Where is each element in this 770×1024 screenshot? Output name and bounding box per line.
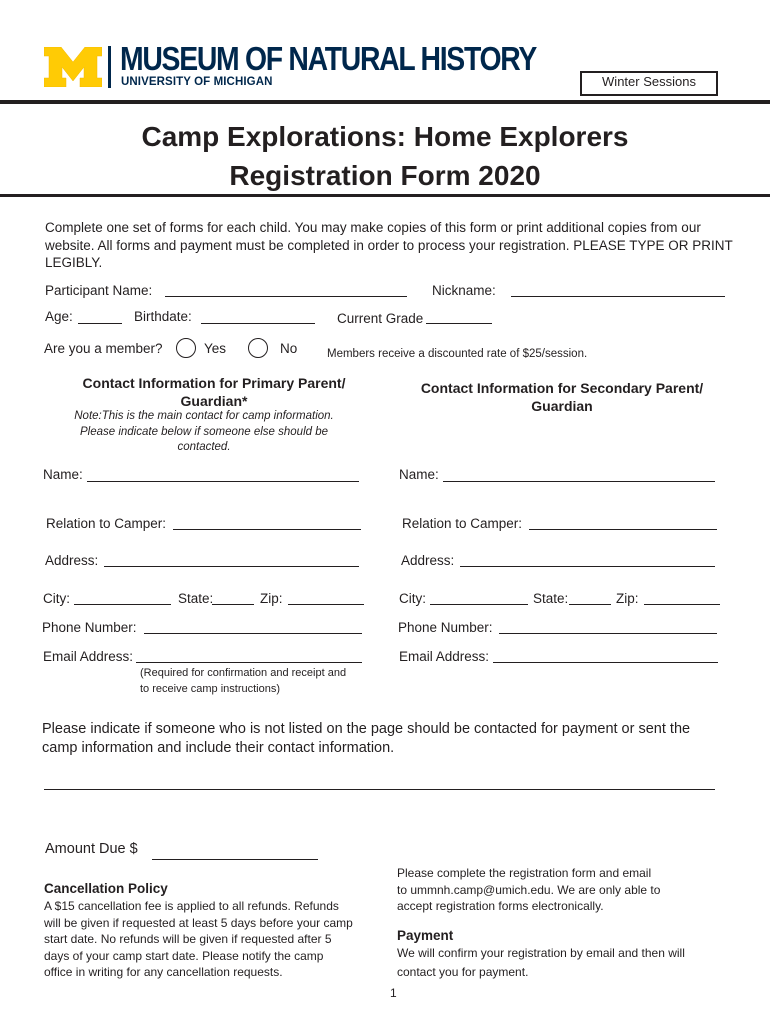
member-no-radio[interactable] xyxy=(248,338,268,358)
secondary-state-label: State: xyxy=(533,591,569,606)
cancellation-line-5: office in writing for any cancellation requests. xyxy=(44,965,283,979)
other-contact-line-1: Please indicate if someone who is not listed on the page should be contacted for payment or sent the xyxy=(42,721,691,737)
secondary-phone-label: Phone Number: xyxy=(398,620,493,635)
primary-note-line-3: contacted. xyxy=(177,441,231,453)
logo-divider xyxy=(108,46,111,88)
primary-state-label: State: xyxy=(178,591,214,606)
logo-title: MUSEUM OF NATURAL HISTORY xyxy=(120,40,537,77)
primary-name-field[interactable] xyxy=(87,481,359,482)
primary-email-field[interactable] xyxy=(136,662,362,663)
cancellation-policy-text xyxy=(44,898,384,981)
participant-name-field[interactable] xyxy=(165,296,407,297)
header-rule xyxy=(0,100,770,104)
secondary-state-field[interactable] xyxy=(569,604,611,605)
payment-line-1: We will confirm your registration by email and then will xyxy=(397,946,685,960)
payment-heading: Payment xyxy=(397,928,454,943)
submission-line-1: Please complete the registration form and email xyxy=(397,866,652,880)
primary-relation-field[interactable] xyxy=(173,529,361,530)
primary-email-note xyxy=(140,666,346,697)
cancellation-line-4: days of your camp start date. Please notify the camp xyxy=(44,948,324,963)
participant-name-label: Participant Name: xyxy=(45,283,153,298)
cancellation-line-2: will be given if requested at least 5 days before your camp xyxy=(44,915,353,930)
member-yes-label: Yes xyxy=(204,341,227,356)
primary-note-line-2: Please indicate below if someone else should be xyxy=(79,425,329,438)
current-grade-label: Current Grade xyxy=(337,311,424,326)
primary-contact-heading xyxy=(44,374,384,410)
cancellation-policy-heading: Cancellation Policy xyxy=(44,881,168,896)
primary-address-label: Address: xyxy=(45,553,99,568)
primary-heading-line-1: Contact Information for Primary Parent/ xyxy=(82,375,346,391)
secondary-zip-label: Zip: xyxy=(616,591,639,606)
payment-line-2: contact you for payment. xyxy=(397,965,529,979)
primary-note-line-1: Note:This is the main contact for camp information. xyxy=(74,410,334,422)
primary-city-label: City: xyxy=(43,591,70,606)
secondary-address-label: Address: xyxy=(401,553,455,568)
primary-contact-note xyxy=(44,409,364,456)
secondary-relation-label: Relation to Camper: xyxy=(402,516,523,531)
secondary-heading-line-2: Guardian xyxy=(531,398,593,414)
birthdate-label: Birthdate: xyxy=(134,309,192,324)
session-badge: Winter Sessions xyxy=(580,71,718,96)
secondary-address-field[interactable] xyxy=(460,566,715,567)
cancellation-line-1: A $15 cancellation fee is applied to all refunds. Refunds xyxy=(44,899,339,913)
member-question: Are you a member? xyxy=(44,341,163,356)
secondary-relation-field[interactable] xyxy=(529,529,717,530)
submission-line-3: accept registration forms electronically. xyxy=(397,899,604,913)
primary-name-label: Name: xyxy=(43,467,83,482)
university-of-michigan-block-m-logo xyxy=(44,47,102,87)
primary-state-field[interactable] xyxy=(212,604,254,605)
member-no-label: No xyxy=(280,341,298,356)
page-number: 1 xyxy=(390,986,397,1000)
primary-phone-field[interactable] xyxy=(144,633,362,634)
secondary-email-label: Email Address: xyxy=(399,649,490,664)
secondary-city-label: City: xyxy=(399,591,426,606)
intro-text: Complete one set of forms for each child. You may make copies of this form or print additional copies from our website. All forms and payment must be completed in order to process your registration. PLEASE TYPE OR PRINT LEGIBLY. xyxy=(45,220,733,270)
primary-email-note-line-1: (Required for confirmation and receipt and xyxy=(140,667,347,679)
submission-line-2: to ummnh.camp@umich.edu. We are only able to xyxy=(397,882,661,897)
birthdate-field[interactable] xyxy=(201,323,315,324)
form-title xyxy=(0,117,770,195)
current-grade-field[interactable] xyxy=(426,323,492,324)
age-field[interactable] xyxy=(78,323,122,324)
secondary-name-field[interactable] xyxy=(443,481,715,482)
nickname-field[interactable] xyxy=(511,296,725,297)
nickname-label: Nickname: xyxy=(432,283,496,298)
other-contact-line-2: camp information and include their contact information. xyxy=(42,740,395,756)
other-contact-instructions xyxy=(42,720,742,758)
primary-relation-label: Relation to Camper: xyxy=(46,516,167,531)
secondary-city-field[interactable] xyxy=(430,604,528,605)
cancellation-line-3: start date. No refunds will be given if requested after 5 xyxy=(44,932,332,946)
payment-text xyxy=(397,944,727,982)
primary-address-field[interactable] xyxy=(104,566,359,567)
submission-instructions xyxy=(397,865,727,915)
title-rule xyxy=(0,194,770,197)
age-label: Age: xyxy=(45,309,73,324)
primary-zip-field[interactable] xyxy=(288,604,364,605)
primary-city-field[interactable] xyxy=(74,604,171,605)
secondary-phone-field[interactable] xyxy=(499,633,717,634)
amount-due-label: Amount Due $ xyxy=(45,841,138,857)
primary-zip-label: Zip: xyxy=(260,591,283,606)
secondary-heading-line-1: Contact Information for Secondary Parent/ xyxy=(420,380,704,396)
secondary-contact-heading xyxy=(392,379,732,415)
secondary-name-label: Name: xyxy=(399,467,439,482)
amount-due-field[interactable] xyxy=(152,859,318,860)
primary-email-label: Email Address: xyxy=(43,649,134,664)
primary-email-note-line-2: to receive camp instructions) xyxy=(140,682,280,695)
primary-phone-label: Phone Number: xyxy=(42,620,137,635)
form-title-line-1: Camp Explorations: Home Explorers xyxy=(141,121,629,152)
member-discount-note: Members receive a discounted rate of $25/session. xyxy=(327,348,588,360)
member-yes-radio[interactable] xyxy=(176,338,196,358)
primary-heading-line-2: Guardian* xyxy=(180,393,248,409)
other-contact-field[interactable] xyxy=(44,789,715,790)
form-title-line-2: Registration Form 2020 xyxy=(229,160,541,191)
secondary-zip-field[interactable] xyxy=(644,604,720,605)
secondary-email-field[interactable] xyxy=(493,662,718,663)
logo-subtitle: UNIVERSITY OF MICHIGAN xyxy=(121,76,273,88)
